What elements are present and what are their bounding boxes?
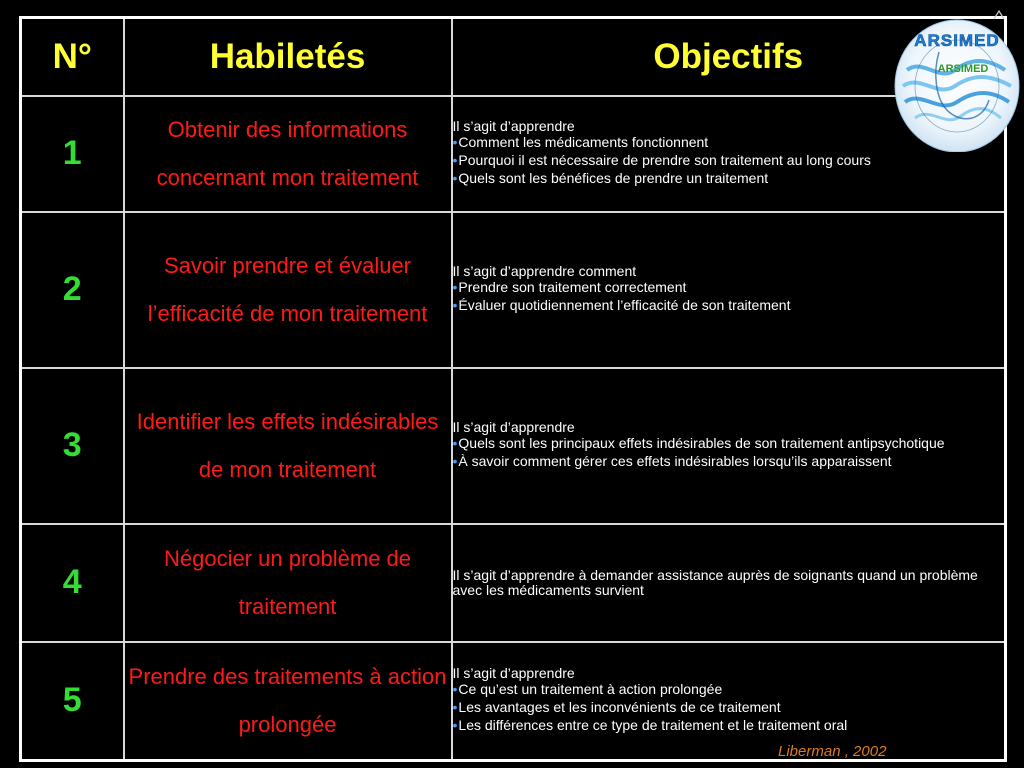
- objective-text: Les différences entre ce type de traitement et le traitement oral: [458, 717, 848, 734]
- header-number: N°: [21, 18, 124, 96]
- bullet-icon: •: [452, 170, 458, 186]
- objective-item: [453, 153, 1005, 168]
- svg-text:ARSIMED: ARSIMED: [937, 63, 989, 75]
- row-objectives: [452, 368, 1006, 524]
- header-objectives: Objectifs: [452, 18, 1006, 96]
- table-row: [21, 368, 1006, 524]
- objectives-list: [453, 682, 1005, 733]
- objective-text: Quels sont les bénéfices de prendre un traitement: [458, 170, 769, 186]
- objective-item: [453, 171, 1005, 186]
- row-number: 5: [21, 642, 124, 761]
- row-skill: Obtenir des informations concernant mon traitement: [124, 96, 452, 212]
- objective-item: [453, 454, 1005, 469]
- row-number: 1: [21, 96, 124, 212]
- objective-text: Pourquoi il est nécessaire de prendre son traitement au long cours: [458, 152, 871, 168]
- bullet-icon: •: [452, 681, 458, 698]
- row-objectives: [452, 642, 1006, 761]
- row-objectives: [452, 524, 1006, 642]
- arsimed-logo-icon: [893, 12, 1021, 152]
- objectives-list: [453, 280, 1005, 313]
- bullet-icon: •: [452, 279, 458, 295]
- table-row: [21, 96, 1006, 212]
- objectives-intro: Il s’agit d’apprendre comment: [452, 263, 637, 279]
- row-skill: Négocier un problème de traitement: [124, 524, 452, 642]
- objective-item: [453, 436, 1005, 451]
- row-skill: Identifier les effets indésirables de mon traitement: [124, 368, 452, 524]
- objectives-intro: Il s’agit d’apprendre: [452, 419, 575, 435]
- skills-table: [19, 16, 1007, 762]
- row-number: 2: [21, 212, 124, 368]
- objectives-intro: Il s’agit d’apprendre: [452, 118, 575, 134]
- bullet-icon: •: [452, 134, 458, 150]
- objective-text: Comment les médicaments fonctionnent: [458, 134, 709, 150]
- bullet-icon: •: [452, 297, 458, 313]
- bullet-icon: •: [452, 717, 458, 734]
- bullet-icon: •: [452, 152, 458, 168]
- table-row: [21, 212, 1006, 368]
- objective-text: Prendre son traitement correctement: [458, 279, 687, 295]
- objective-item: [453, 298, 1005, 313]
- citation: Liberman , 2002: [778, 743, 887, 760]
- row-objectives: [452, 212, 1006, 368]
- objective-text: Quels sont les principaux effets indésirables de son traitement antipsychotique: [458, 435, 945, 451]
- row-skill: Prendre des traitements à action prolongée: [124, 642, 452, 761]
- row-number: 3: [21, 368, 124, 524]
- objectives-list: [453, 436, 1005, 469]
- bullet-icon: •: [452, 699, 458, 716]
- table-body: [21, 96, 1006, 761]
- objective-text: À savoir comment gérer ces effets indésirables lorsqu’ils apparaissent: [458, 453, 892, 469]
- objective-text: Les avantages et les inconvénients de ce traitement: [458, 699, 781, 716]
- bullet-icon: •: [452, 453, 458, 469]
- objective-item: [453, 718, 1005, 733]
- objective-text: Évaluer quotidiennement l’efficacité de son traitement: [458, 297, 791, 313]
- objective-text: Ce qu’est un traitement à action prolongée: [458, 681, 723, 698]
- objectives-intro: Il s’agit d’apprendre à demander assistance auprès de soignants quand un problème avec les médicaments survient: [452, 566, 978, 598]
- header-skills: Habiletés: [124, 18, 452, 96]
- svg-text:ARSIMED: ARSIMED: [914, 31, 1000, 50]
- bullet-icon: •: [452, 435, 458, 451]
- objective-item: [453, 280, 1005, 295]
- table-header-row: [21, 18, 1006, 96]
- objective-item: [453, 682, 1005, 697]
- objective-item: [453, 700, 1005, 715]
- table-row: [21, 524, 1006, 642]
- corner-mark-icon: [993, 10, 1005, 20]
- objectives-intro: Il s’agit d’apprendre: [452, 665, 575, 682]
- row-skill: Savoir prendre et évaluer l’efficacité de mon traitement: [124, 212, 452, 368]
- row-number: 4: [21, 524, 124, 642]
